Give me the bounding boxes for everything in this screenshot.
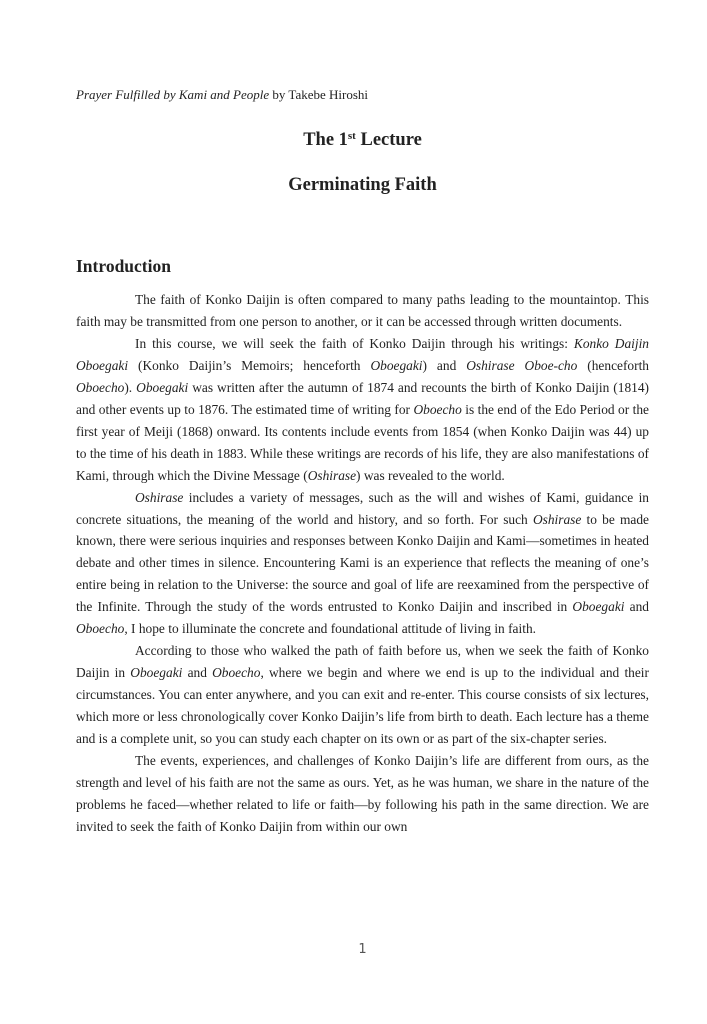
italic-term: Oboegaki xyxy=(370,357,423,373)
paragraph-3 xyxy=(76,487,649,641)
italic-term: Oboegaki xyxy=(572,599,625,615)
italic-term: Oshirase xyxy=(307,467,357,483)
text-span: to be made known, there were serious inquiries and responses between Konko Daijin and Kami—sometimes in heated debate and other times in silence. Encountering Kami is an experience that reflects the meaning of one’s entire being in relation to the Universe: the source and goal of life are reexamined from the perspective of the Infinite. Through the study of the words entrusted to Konko Daijin and inscribed in xyxy=(76,511,649,615)
text-span: and xyxy=(624,599,649,615)
page-number: 1 xyxy=(358,942,367,957)
paragraph-4 xyxy=(76,640,649,750)
lecture-title xyxy=(76,128,649,152)
italic-term: Oshirase Oboe-cho xyxy=(466,357,578,373)
text-span: , where we begin and where we end is up to the individual and their circumstances. You can enter anywhere, and you can exit and re-enter. This course consists of six lectures, which more or less chronologically cover Konko Daijin’s life from birth to death. Each lecture has a theme and is a complete unit, so you can study each chapter on its own or as part of the six-chapter series. xyxy=(76,665,649,747)
text-span: includes a variety of messages, such as the will and wishes of Kami, guidance in concrete situations, the meaning of the world and history, and so forth. For such xyxy=(76,489,649,527)
lecture-title-prefix: The 1 xyxy=(303,130,348,150)
text-span: In this course, we will seek the faith of Konko Daijin through his writings: xyxy=(135,335,574,351)
body-text xyxy=(76,289,649,838)
text-span: ) was revealed to the world. xyxy=(356,467,505,483)
running-header xyxy=(76,86,368,104)
text-span: is the end of the Edo Period or the first year of Meiji (1868) onward. Its contents include events from 1854 (when Konko Daijin was 44) up to the time of his death in 1883. While these writings are records of his life, they are also manifestations of Kami, through which the Divine Message ( xyxy=(76,401,649,483)
italic-term: Oshirase xyxy=(135,489,184,505)
text-span: ). xyxy=(124,379,137,395)
italic-term: Oboegaki xyxy=(136,379,189,395)
document-page xyxy=(76,0,649,1024)
italic-term: Oboecho xyxy=(413,401,462,417)
paragraph-2 xyxy=(76,333,649,487)
text-span: (henceforth xyxy=(577,357,649,373)
italic-term: Oboecho xyxy=(76,621,125,637)
text-span: (Konko Daijin’s Memoirs; henceforth xyxy=(128,357,371,373)
text-span: ) and xyxy=(422,357,467,373)
italic-term: Oboecho xyxy=(76,379,125,395)
text-span: , I hope to illuminate the concrete and foundational attitude of living in faith. xyxy=(124,621,536,637)
section-heading: Introduction xyxy=(76,256,171,276)
book-title: Prayer Fulfilled by Kami and People xyxy=(76,87,270,102)
lecture-subtitle: Germinating Faith xyxy=(288,175,437,195)
lecture-title-ordinal: st xyxy=(347,130,356,142)
text-span: and xyxy=(182,665,213,681)
italic-term: Oboecho xyxy=(212,665,261,681)
author-byline: by Takebe Hiroshi xyxy=(269,87,369,102)
italic-term: Oshirase xyxy=(532,511,582,527)
paragraph-1: The faith of Konko Daijin is often compared to many paths leading to the mountaintop. This faith may be transmitted from one person to another, or it can be accessed through written documents. xyxy=(76,292,649,329)
text-span: was written after the autumn of 1874 and recounts the birth of Konko Daijin (1814) and other events up to 1876. The estimated time of writing for xyxy=(76,379,650,417)
italic-term: Oboegaki xyxy=(130,665,183,681)
paragraph-5: The events, experiences, and challenges of Konko Daijin’s life are different from ours, as the strength and level of his faith are not the same as ours. Yet, as he was human, we share in the nature of the problems he faced—whether related to life or faith—by following his path in the same direction. We are invited to seek the faith of Konko Daijin from within our own xyxy=(76,753,649,834)
italic-term: Konko Daijin Oboegaki xyxy=(76,335,650,373)
text-span: According to those who walked the path of faith before us, when we seek the faith of Konko Daijin in xyxy=(76,643,649,681)
lecture-title-suffix: Lecture xyxy=(355,130,422,150)
